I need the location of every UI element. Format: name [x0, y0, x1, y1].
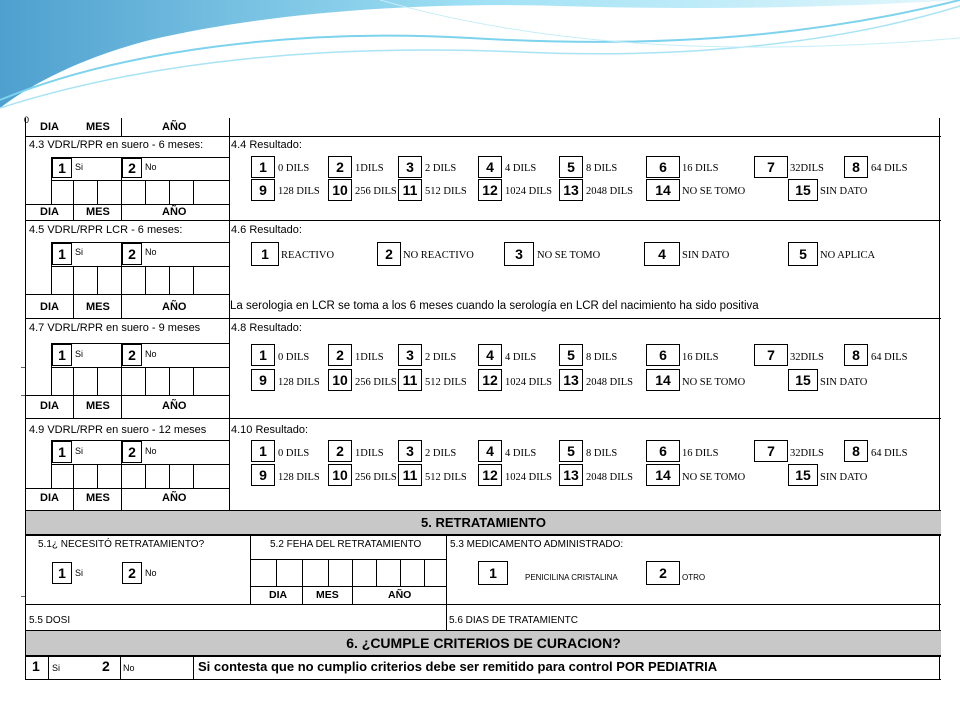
q53-option-2-label: OTRO — [682, 573, 706, 582]
q410-result-10-label: 256 DILS — [355, 472, 397, 483]
q48-result-1[interactable]: 1 — [251, 344, 275, 366]
q48-result-8-label: 64 DILS — [871, 352, 908, 363]
header-swoosh — [0, 0, 960, 115]
q48-result-2-label: 1DILS — [355, 352, 384, 363]
q410-result-12-label: 1024 DILS — [505, 472, 552, 483]
q410-result-4[interactable]: 4 — [478, 440, 502, 462]
q48-result-6[interactable]: 6 — [646, 344, 680, 366]
q410-result-14[interactable]: 14 — [646, 464, 680, 486]
q44-result-3[interactable]: 3 — [398, 156, 422, 178]
q410-result-3[interactable]: 3 — [398, 440, 422, 462]
q44-result-4[interactable]: 4 — [478, 156, 502, 178]
q44-result-8[interactable]: 8 — [844, 156, 868, 178]
q44-result-6[interactable]: 6 — [646, 156, 680, 178]
q46-option-5[interactable]: 5 — [788, 242, 818, 266]
q43-option-2-label: No — [145, 162, 157, 172]
q49-option-1-label: Si — [75, 446, 84, 456]
q48-result-14-label: NO SE TOMO — [682, 377, 746, 388]
q48-result-3[interactable]: 3 — [398, 344, 422, 366]
q44-result-14-label: NO SE TOMO — [682, 186, 746, 197]
q48-result-1-label: 0 DILS — [278, 352, 310, 363]
q44-result-14[interactable]: 14 — [646, 179, 680, 201]
q410-result-5-label: 8 DILS — [586, 448, 618, 459]
q410-result-8[interactable]: 8 — [844, 440, 868, 462]
q44-result-13-label: 2048 DILS — [586, 186, 633, 197]
q48-result-9-label: 128 DILS — [278, 377, 320, 388]
q46-label: 4.6 Resultado: — [231, 224, 302, 236]
col-mes: MES — [86, 492, 110, 504]
q410-result-10[interactable]: 10 — [328, 464, 352, 486]
q53-label: 5.3 MEDICAMENTO ADMINISTRADO: — [450, 539, 624, 550]
q44-result-6-label: 16 DILS — [682, 163, 719, 174]
q44-result-5[interactable]: 5 — [559, 156, 583, 178]
q53-option-1-label: PENICILINA CRISTALINA — [525, 573, 618, 582]
q45-option-2-label: No — [145, 247, 157, 257]
q48-label: 4.8 Resultado: — [231, 322, 302, 334]
col-dia: DIA — [40, 121, 59, 133]
q410-result-12[interactable]: 12 — [478, 464, 502, 486]
q47-option-1[interactable]: 1 — [52, 344, 72, 366]
col-dia: DIA — [40, 492, 59, 504]
q46-option-1[interactable]: 1 — [251, 242, 279, 266]
q51-option-2-label: No — [145, 568, 157, 578]
q52-col-mes: MES — [316, 589, 339, 601]
s6-option-1[interactable]: 1 — [32, 658, 40, 674]
q46-option-3[interactable]: 3 — [504, 242, 534, 266]
q48-result-15[interactable]: 15 — [788, 369, 818, 391]
q44-result-5-label: 8 DILS — [586, 163, 618, 174]
q52-col-dia: DIA — [269, 589, 288, 601]
q44-result-12[interactable]: 12 — [478, 179, 502, 201]
q45-option-2[interactable]: 2 — [122, 243, 142, 265]
col-dia: DIA — [40, 301, 59, 313]
q44-result-15[interactable]: 15 — [788, 179, 818, 201]
q410-result-6[interactable]: 6 — [646, 440, 680, 462]
q410-result-14-label: NO SE TOMO — [682, 472, 746, 483]
q44-result-1-label: 0 DILS — [278, 163, 310, 174]
q46-option-4[interactable]: 4 — [644, 242, 680, 266]
q47-option-2[interactable]: 2 — [122, 344, 142, 366]
q410-result-11-label: 512 DILS — [425, 472, 467, 483]
col-ano: AÑO — [162, 206, 187, 218]
s6-option-2-label: No — [123, 663, 135, 673]
q410-result-13-label: 2048 DILS — [586, 472, 633, 483]
q410-result-2[interactable]: 2 — [328, 440, 352, 462]
q48-result-4[interactable]: 4 — [478, 344, 502, 366]
q48-result-11-label: 512 DILS — [425, 377, 467, 388]
form-sheet — [25, 118, 940, 680]
q44-result-2[interactable]: 2 — [328, 156, 352, 178]
q44-result-11-label: 512 DILS — [425, 186, 467, 197]
q46-option-2[interactable]: 2 — [377, 242, 401, 266]
q44-result-1[interactable]: 1 — [251, 156, 275, 178]
q44-result-7[interactable]: 7 — [754, 156, 788, 178]
q44-result-12-label: 1024 DILS — [505, 186, 552, 197]
q48-result-9[interactable]: 9 — [251, 369, 275, 391]
col-ano: AÑO — [162, 301, 187, 313]
q44-result-13[interactable]: 13 — [559, 179, 583, 201]
q55-label: 5.5 DOSI — [29, 615, 71, 626]
q48-result-11[interactable]: 11 — [398, 369, 422, 391]
q410-result-2-label: 1DILS — [355, 448, 384, 459]
q48-result-3-label: 2 DILS — [425, 352, 457, 363]
q44-result-8-label: 64 DILS — [871, 163, 908, 174]
q45-option-1-label: Si — [75, 247, 84, 257]
q43-option-1[interactable]: 1 — [52, 158, 72, 178]
q47-label: 4.7 VDRL/RPR en suero - 9 meses — [29, 322, 201, 334]
q48-result-13[interactable]: 13 — [559, 369, 583, 391]
q48-result-12-label: 1024 DILS — [505, 377, 552, 388]
q46-option-5-label: NO APLICA — [820, 250, 876, 261]
col-mes: MES — [86, 121, 110, 133]
col-dia: DIA — [40, 206, 59, 218]
q48-result-5-label: 8 DILS — [586, 352, 618, 363]
q48-result-13-label: 2048 DILS — [586, 377, 633, 388]
q410-result-7[interactable]: 7 — [754, 440, 788, 462]
q410-result-5[interactable]: 5 — [559, 440, 583, 462]
q46-note: La serologia en LCR se toma a los 6 meses cuando la serología en LCR del nacimiento ha sido positiva — [230, 300, 759, 312]
q410-result-9-label: 128 DILS — [278, 472, 320, 483]
q51-label: 5.1¿ NECESITÓ RETRATAMIENTO? — [38, 539, 205, 550]
q53-option-2[interactable]: 2 — [646, 561, 680, 585]
s6-option-2[interactable]: 2 — [102, 658, 110, 674]
q46-option-1-label: REACTIVO — [281, 250, 335, 261]
q46-option-2-label: NO REACTIVO — [403, 250, 474, 261]
q48-result-15-label: SIN DATO — [820, 377, 868, 388]
col-mes: MES — [86, 206, 110, 218]
q44-result-10-label: 256 DILS — [355, 186, 397, 197]
col-mes: MES — [86, 301, 110, 313]
q44-result-3-label: 2 DILS — [425, 163, 457, 174]
col-ano: AÑO — [162, 492, 187, 504]
q43-option-1-label: Si — [75, 162, 84, 172]
s6-note: Si contesta que no cumplio criterios debe ser remitido para control POR PEDIATRIA — [198, 659, 718, 674]
q410-result-9[interactable]: 9 — [251, 464, 275, 486]
q410-result-3-label: 2 DILS — [425, 448, 457, 459]
q410-result-15[interactable]: 15 — [788, 464, 818, 486]
q48-result-7-label: 32DILS — [790, 352, 824, 363]
col-ano: AÑO — [162, 400, 187, 412]
s6-option-1-label: Si — [52, 663, 61, 673]
q48-result-10[interactable]: 10 — [328, 369, 352, 391]
q44-label: 4.4 Resultado: — [231, 139, 302, 151]
q48-result-6-label: 16 DILS — [682, 352, 719, 363]
q52-col-ano: AÑO — [388, 589, 412, 601]
section-6-title: 6. ¿CUMPLE CRITERIOS DE CURACION? — [26, 630, 941, 656]
q48-result-8[interactable]: 8 — [844, 344, 868, 366]
q49-option-2-label: No — [145, 446, 157, 456]
q48-result-2[interactable]: 2 — [328, 344, 352, 366]
q46-option-3-label: NO SE TOMO — [537, 250, 601, 261]
q410-result-1-label: 0 DILS — [278, 448, 310, 459]
q410-result-6-label: 16 DILS — [682, 448, 719, 459]
q44-result-15-label: SIN DATO — [820, 186, 868, 197]
section-5-title: 5. RETRATAMIENTO — [26, 510, 941, 535]
col-dia: DIA — [40, 400, 59, 412]
col-ano: AÑO — [162, 121, 187, 133]
q48-result-10-label: 256 DILS — [355, 377, 397, 388]
q44-result-9[interactable]: 9 — [251, 179, 275, 201]
q51-option-1-label: Si — [75, 568, 84, 578]
col-mes: MES — [86, 400, 110, 412]
q52-label: 5.2 FEHA DEL RETRATAMIENTO — [270, 539, 422, 550]
q45-option-1[interactable]: 1 — [52, 243, 72, 265]
q410-result-15-label: SIN DATO — [820, 472, 868, 483]
q47-option-2-label: No — [145, 349, 157, 359]
q47-option-1-label: Si — [75, 349, 84, 359]
q43-label: 4.3 VDRL/RPR en suero - 6 meses: — [29, 139, 204, 151]
q53-option-1[interactable]: 1 — [478, 561, 508, 585]
q48-result-14[interactable]: 14 — [646, 369, 680, 391]
q44-result-7-label: 32DILS — [790, 163, 824, 174]
q56-label: 5.6 DIAS DE TRATAMIENTC — [449, 615, 578, 626]
q44-result-11[interactable]: 11 — [398, 179, 422, 201]
q48-result-4-label: 4 DILS — [505, 352, 537, 363]
q49-option-2[interactable]: 2 — [122, 441, 142, 463]
q410-result-7-label: 32DILS — [790, 448, 824, 459]
q49-label: 4.9 VDRL/RPR en suero - 12 meses — [29, 424, 207, 436]
q43-option-2[interactable]: 2 — [122, 158, 142, 178]
q48-result-7[interactable]: 7 — [754, 344, 788, 366]
q45-label: 4.5 VDRL/RPR LCR - 6 meses: — [29, 224, 183, 236]
q48-result-12[interactable]: 12 — [478, 369, 502, 391]
q51-option-2[interactable]: 2 — [122, 562, 142, 584]
q44-result-10[interactable]: 10 — [328, 179, 352, 201]
q410-result-8-label: 64 DILS — [871, 448, 908, 459]
q410-result-11[interactable]: 11 — [398, 464, 422, 486]
q44-result-2-label: 1DILS — [355, 163, 384, 174]
q48-result-5[interactable]: 5 — [559, 344, 583, 366]
q410-result-13[interactable]: 13 — [559, 464, 583, 486]
q49-option-1[interactable]: 1 — [52, 441, 72, 463]
q44-result-4-label: 4 DILS — [505, 163, 537, 174]
corner-mark: 0 — [24, 115, 30, 125]
q410-label: 4.10 Resultado: — [231, 424, 309, 436]
q410-result-1[interactable]: 1 — [251, 440, 275, 462]
q51-option-1[interactable]: 1 — [52, 562, 72, 584]
q46-option-4-label: SIN DATO — [682, 250, 730, 261]
q44-result-9-label: 128 DILS — [278, 186, 320, 197]
q410-result-4-label: 4 DILS — [505, 448, 537, 459]
